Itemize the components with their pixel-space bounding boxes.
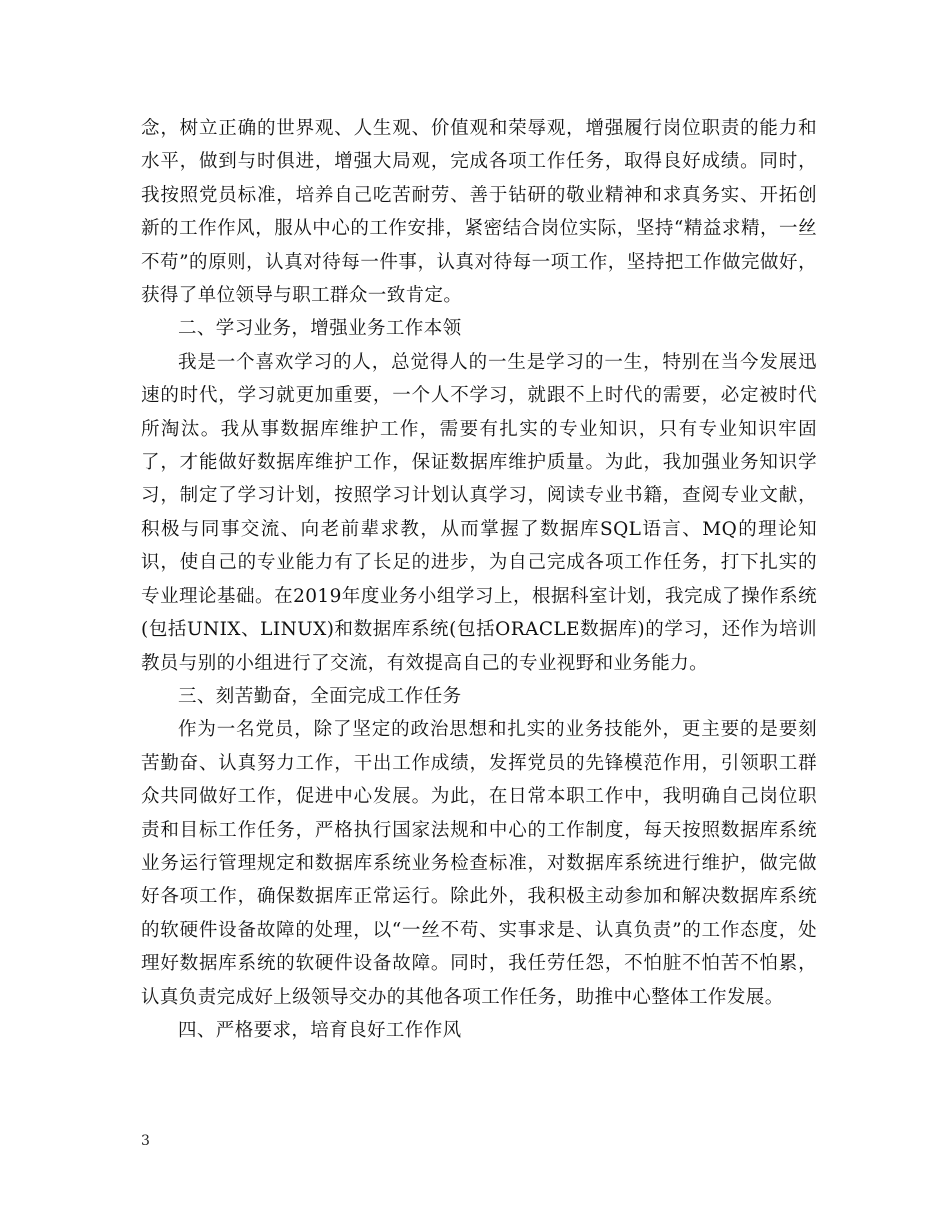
section-heading-discipline: 四、严格要求，培育良好工作作风 — [178, 1019, 462, 1041]
paragraph-diligence: 作为一名党员，除了坚定的政治思想和扎实的业务技能外，更主要的是要刻苦勤奋、认真努力工作，干出工作成绩，发挥党员的先锋模范作用，引领职工群众共同做好工作，促进中心发展。为此，在日常本职工作中，我明确自己岗位职责和目标工作任务，严格执行国家法规和中心的工作制度，每天按照数据库系统业务运行管理规定和数据库系统业务检查标准，对数据库系统进行维护，做完做好各项工作，确保数据库正常运行。除此外，我积极主动参加和解决数据库系统的软硬件设备故障的处理，以“一丝不苟、实事求是、认真负责”的工作态度，处理好数据库系统的软硬件设备故障。同时，我任劳任怨，不怕脏不怕苦不怕累，认真负责完成好上级领导交办的其他各项工作任务，助推中心整体工作发展。 — [141, 719, 817, 1008]
paragraph-continued: 念，树立正确的世界观、人生观、价值观和荣辱观，增强履行岗位职责的能力和水平，做到与时俱进，增强大局观，完成各项工作任务，取得良好成绩。同时，我按照党员标准，培养自己吃苦耐劳、善于钻研的敬业精神和求真务实、开拓创新的工作作风，服从中心的工作安排，紧密结合岗位实际，坚持“精益求精，一丝不苟”的原则，认真对待每一件事，认真对待每一项工作，坚持把工作做完做好，获得了单位领导与职工群众一致肯定。 — [141, 118, 817, 307]
section-heading-diligence: 三、刻苦勤奋，全面完成工作任务 — [178, 685, 462, 707]
body-text — [141, 112, 817, 1047]
page-number: 3 — [141, 1133, 150, 1149]
section-heading-study: 二、学习业务，增强业务工作本领 — [178, 318, 462, 340]
paragraph-study: 我是一个喜欢学习的人，总觉得人的一生是学习的一生，特别在当今发展迅速的时代，学习就更加重要，一个人不学习，就跟不上时代的需要，必定被时代所淘汰。我从事数据库维护工作，需要有扎实的专业知识，只有专业知识牢固了，才能做好数据库维护工作，保证数据库维护质量。为此，我加强业务知识学习，制定了学习计划，按照学习计划认真学习，阅读专业书籍，查阅专业文献，积极与同事交流、向老前辈求教，从而掌握了数据库SQL语言、MQ的理论知识，使自己的专业能力有了长足的进步，为自己完成各项工作任务，打下扎实的专业理论基础。在2019年度业务小组学习上，根据科室计划，我完成了操作系统(包括UNIX、LINUX)和数据库系统(包括ORACLE数据库)的学习，还作为培训教员与别的小组进行了交流，有效提高自己的专业视野和业务能力。 — [141, 351, 817, 674]
